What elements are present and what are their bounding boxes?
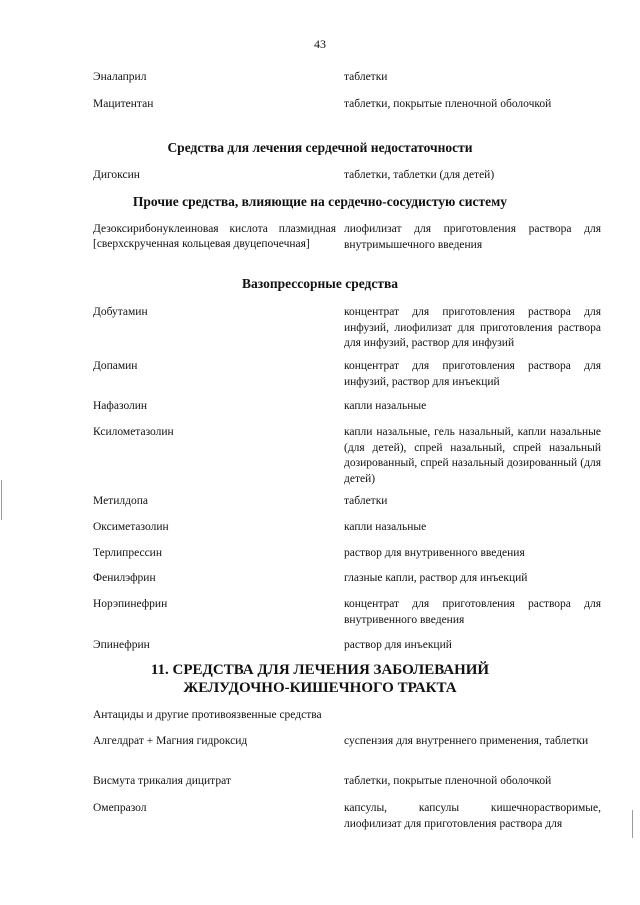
drug-name: Дезоксирибонуклеиновая кислота плазмидная [сверхскрученная кольцевая двуцепочечная] (93, 223, 336, 250)
drug-form: лиофилизат для приготовления раствора для внутримышечного введения (344, 223, 601, 251)
drug-name: Терлипрессин (93, 547, 162, 559)
section-heading-vasopressor: Вазопрессорные средства (241, 276, 399, 291)
drug-name: Допамин (93, 360, 138, 372)
drug-form: капли назальные (344, 521, 427, 533)
drug-form: концентрат для приготовления раствора для инфузий, лиофилизат для приготовления раствора для инфузий, раствор для инфузий (344, 306, 601, 349)
drug-name: Эпинефрин (93, 639, 150, 651)
drug-form: капсулы, капсулы кишечнорастворимые, лиофилизат для приготовления раствора для (344, 802, 601, 830)
section-heading-gi-line-1: 11. СРЕДСТВА ДЛЯ ЛЕЧЕНИЯ ЗАБОЛЕВАНИЙ (150, 662, 490, 678)
drug-name: Добутамин (93, 306, 148, 318)
drug-form: суспензия для внутреннего применения, таблетки (344, 735, 589, 747)
drug-form: капли назальные (344, 400, 427, 412)
drug-form: концентрат для приготовления раствора для инфузий, раствор для инъекций (344, 360, 601, 388)
drug-name: Фенилэфрин (93, 572, 156, 584)
drug-name: Оксиметазолин (93, 521, 169, 533)
drug-form: таблетки (344, 495, 388, 507)
drug-name: Мацитентан (93, 98, 154, 110)
scan-margin-mark (1, 480, 2, 520)
drug-name: Эналаприл (93, 71, 147, 83)
drug-form: раствор для внутривенного введения (344, 547, 525, 559)
drug-form: таблетки, покрытые пленочной оболочкой (344, 98, 552, 110)
drug-form: капли назальные, гель назальный, капли назальные (для детей), спрей назальный, спрей назальный дозированный, спрей назальный дозированный (для детей) (344, 426, 601, 485)
drug-form: таблетки (344, 71, 388, 83)
section-heading-other-cardiovascular: Прочие средства, влияющие на сердечно-сосудистую систему (132, 194, 508, 209)
page-number: 43 (314, 37, 326, 51)
section-heading-heart-failure: Средства для лечения сердечной недостаточности (167, 140, 473, 155)
drug-form: глазные капли, раствор для инъекций (344, 572, 528, 584)
drug-name: Метилдопа (93, 495, 148, 507)
drug-name: Норэпинефрин (93, 598, 168, 610)
drug-form: таблетки, покрытые пленочной оболочкой (344, 775, 552, 787)
drug-name: Дигоксин (93, 169, 140, 181)
drug-name: Висмута трикалия дицитрат (93, 775, 231, 787)
subheading-antacids: Антациды и другие противоязвенные средства (93, 709, 322, 721)
drug-form: концентрат для приготовления раствора для внутривенного введения (344, 598, 601, 626)
section-heading-gi-line-2: ЖЕЛУДОЧНО-КИШЕЧНОГО ТРАКТА (183, 680, 457, 696)
drug-name: Нафазолин (93, 400, 148, 412)
drug-name: Алгелдрат + Магния гидроксид (93, 735, 248, 747)
drug-form: таблетки, таблетки (для детей) (344, 169, 495, 181)
drug-name: Ксилометазолин (93, 426, 174, 438)
scan-margin-mark (632, 810, 633, 838)
drug-form: раствор для инъекций (344, 639, 452, 651)
drug-name: Омепразол (93, 802, 147, 814)
